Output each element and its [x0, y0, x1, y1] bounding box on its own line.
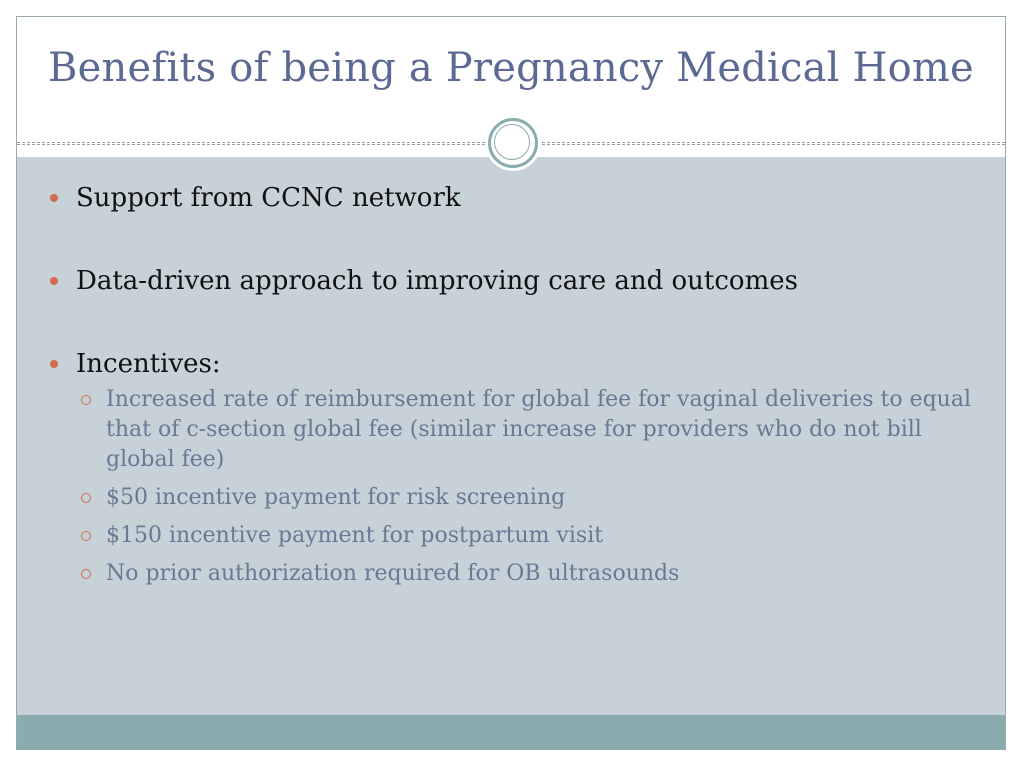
bullet-list: [47, 180, 977, 589]
bullet-text: Incentives:: [76, 349, 221, 379]
bullet-text: Support from CCNC network: [76, 183, 461, 213]
bullet-dot-icon: [50, 360, 58, 368]
bullet-text: Data-driven approach to improving care and outcomes: [76, 266, 798, 296]
bullet-item-incentives: [47, 346, 977, 589]
sub-bullet-text: $50 incentive payment for risk screening: [106, 485, 566, 510]
bullet-dot-icon: [50, 194, 58, 202]
sub-bullet-list: [76, 385, 977, 589]
footer-band: [17, 715, 1005, 749]
ring-bullet-icon: [81, 531, 91, 541]
slide-title: Benefits of being a Pregnancy Medical Home: [48, 45, 974, 91]
ring-bullet-icon: [81, 493, 91, 503]
bullet-item: [47, 263, 977, 299]
ring-bullet-icon: [81, 569, 91, 579]
bullet-dot-icon: [50, 277, 58, 285]
slide: [16, 16, 1006, 750]
bullet-item: [47, 180, 977, 216]
circle-ornament-inner: [494, 124, 530, 160]
sub-bullet-text: No prior authorization required for OB ultrasounds: [106, 561, 680, 586]
sub-bullet-item: [76, 385, 977, 475]
sub-bullet-item: [76, 483, 977, 513]
ring-bullet-icon: [81, 395, 91, 405]
sub-bullet-text: Increased rate of reimbursement for global fee for vaginal deliveries to equal that of c-section global fee (similar increase for providers who do not bill global fee): [106, 387, 972, 472]
sub-bullet-text: $150 incentive payment for postpartum visit: [106, 523, 604, 548]
sub-bullet-item: [76, 521, 977, 551]
sub-bullet-item: [76, 559, 977, 589]
